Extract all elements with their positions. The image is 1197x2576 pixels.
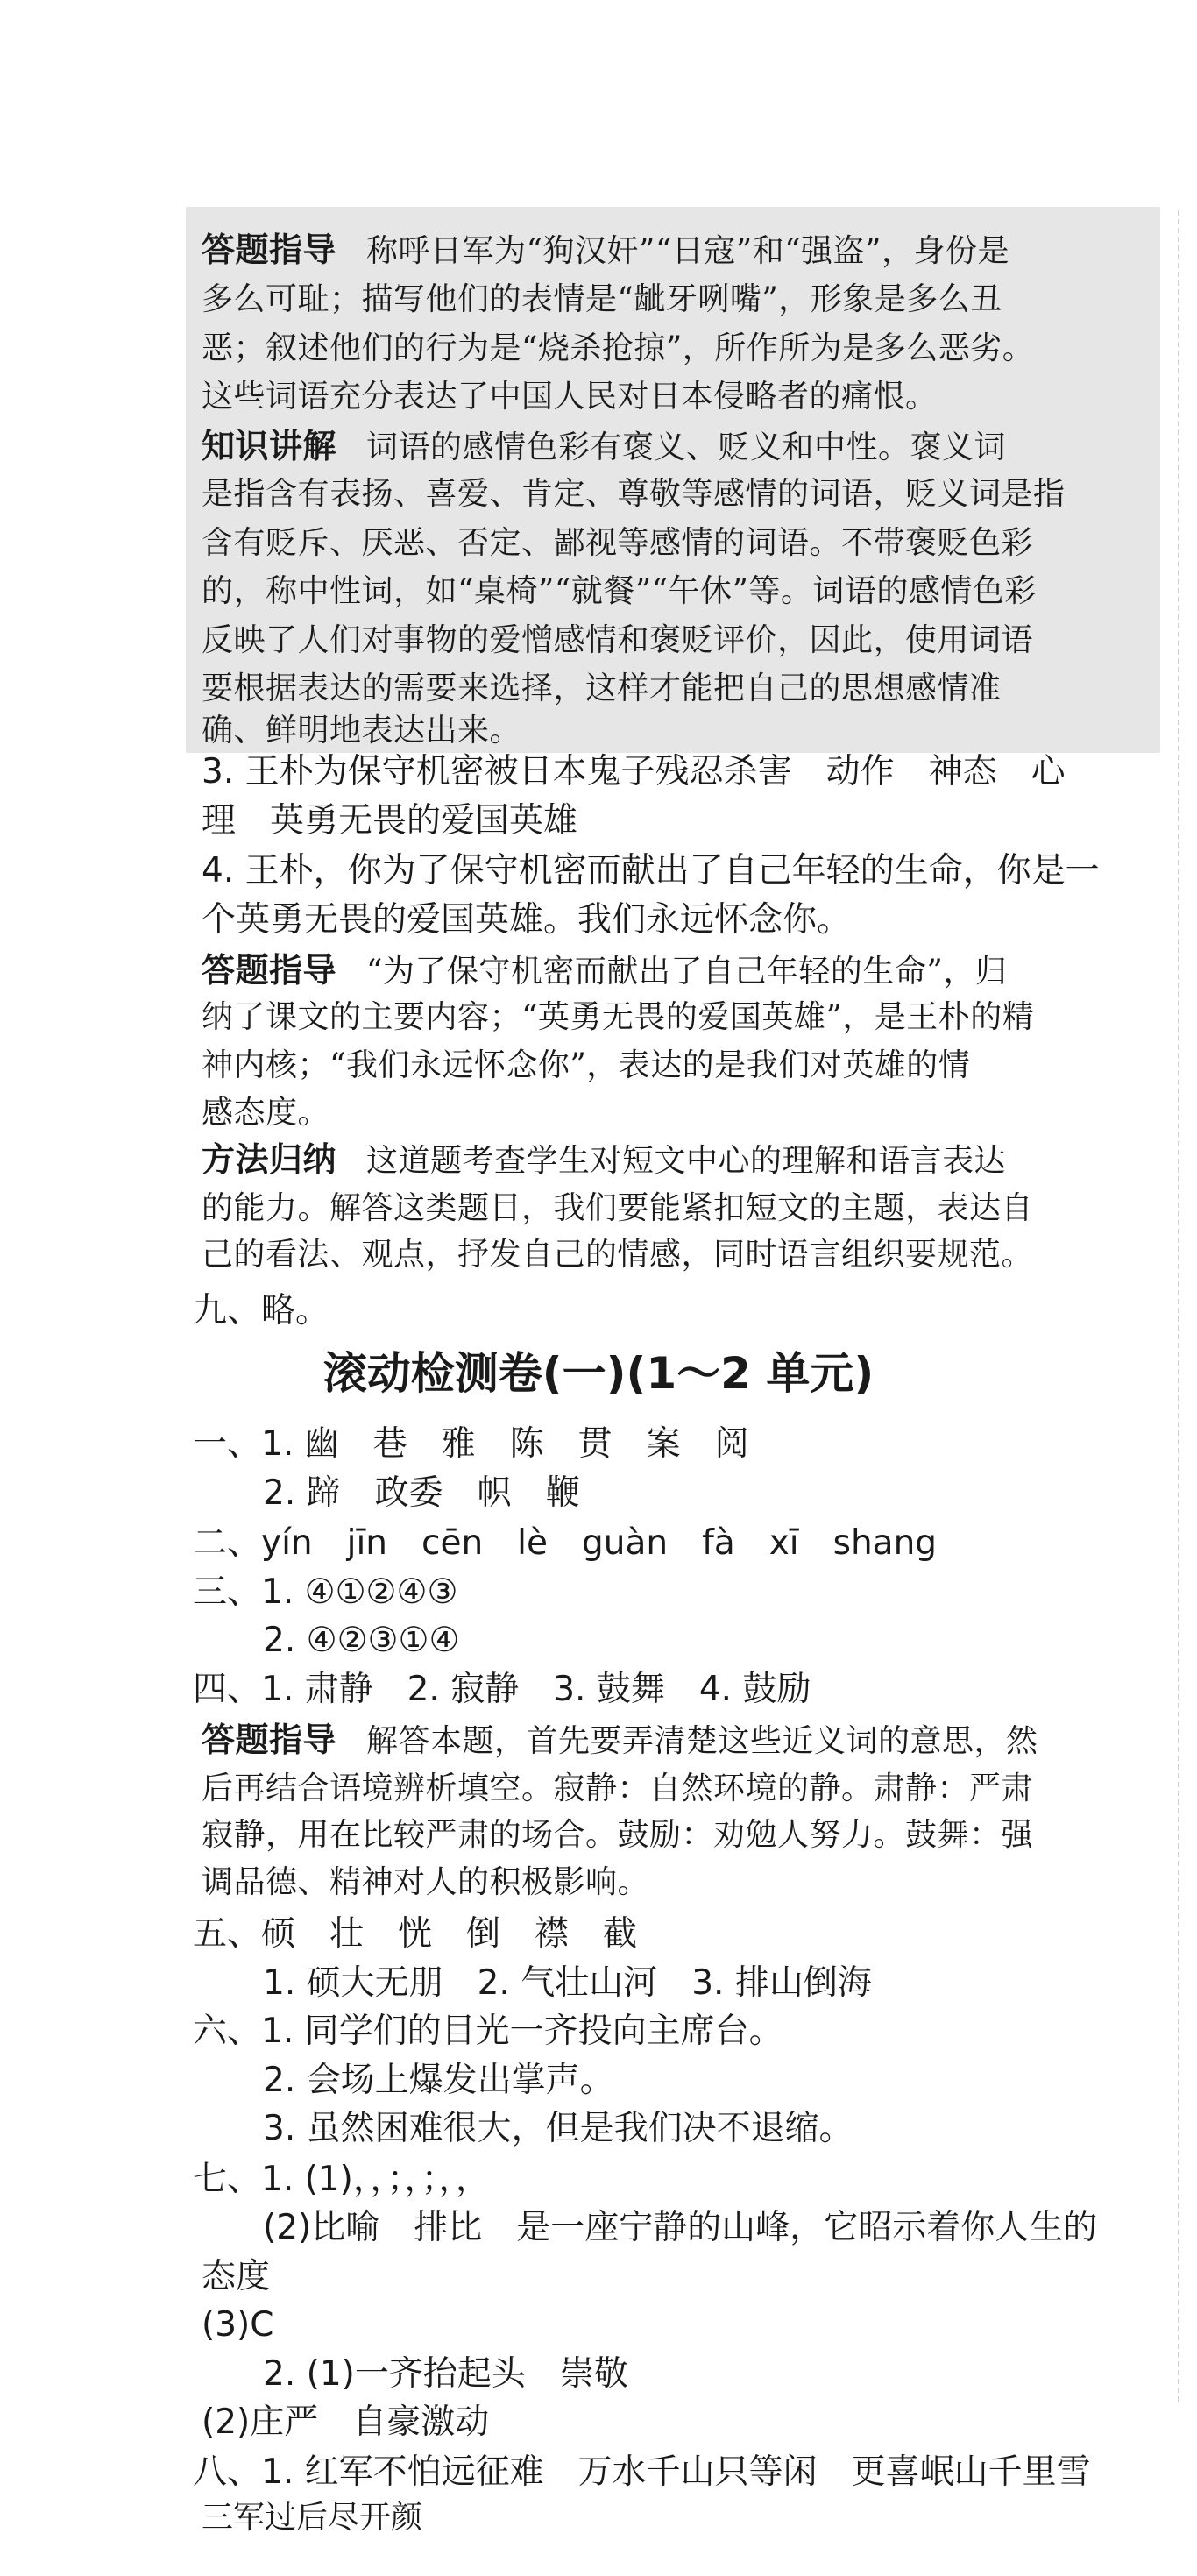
knowledge-line-2: 是指含有表扬、喜爱、肯定、尊敬等感情的词语，贬义词是指: [202, 476, 1066, 513]
q3-line-1: 3. 王朴为保守机密被日本鬼子残忍杀害 动作 神态 心: [202, 752, 1066, 792]
guide-1-text: 称呼日军为“狗汉奸”“日寇”和“强盗”，身份是: [366, 232, 1009, 269]
guide-3-text: 解答本题，首先要弄清楚这些近义词的意思，然: [366, 1723, 1038, 1760]
s6-line-2: 2. 会场上爆发出掌声。: [263, 2060, 614, 2100]
s1-line-2: 2. 蹄 政委 帜 鞭: [263, 1473, 580, 1513]
s1-line-1: 一、1. 幽 巷 雅 陈 贯 案 阅: [193, 1424, 749, 1465]
guide-1-line-4: 这些词语充分表达了中国人民对日本侵略者的痛恨。: [202, 379, 938, 415]
guide-tag: 答题指导: [202, 1721, 337, 1760]
s4-line: 四、1. 肃静 2. 寂静 3. 鼓舞 4. 鼓励: [193, 1669, 811, 1709]
guide-tag: 答题指导: [202, 230, 337, 269]
s7-line-1: 七、1. (1)，，；，；，，: [193, 2159, 490, 2199]
s8-line-1: 八、1. 红军不怕远征难 万水千山只等闲 更喜岷山千里雪: [193, 2452, 1091, 2493]
s3-line-1: 三、1. ④①②④③: [193, 1572, 458, 1612]
method-text: 这道题考查学生对短文中心的理解和语言表达: [366, 1143, 1007, 1180]
knowledge-line-4: 的，称中性词，如“桌椅”“就餐”“午休”等。词语的感情色彩: [202, 573, 1037, 610]
method-line-1: [202, 1136, 1006, 1185]
guide-1-line-1: [202, 226, 1009, 275]
s5-line-2: 1. 硕大无朋 2. 气壮山河 3. 排山倒海: [263, 1962, 872, 2003]
knowledge-line-6: 要根据表达的需要来选择，这样才能把自己的思想感情准: [202, 671, 1002, 707]
guide-1-line-2: 多么可耻；描写他们的表情是“龇牙咧嘴”，形象是多么丑: [202, 281, 1002, 318]
dashed-margin-rule: [1176, 210, 1179, 2402]
guide-3-line-1: [202, 1716, 1038, 1765]
q9-line: 九、略。: [193, 1290, 330, 1331]
s7-line-2: (2)比喻 排比 是一座宁静的山峰，它昭示着你人生的: [263, 2208, 1098, 2248]
s6-line-3: 3. 虽然困难很大，但是我们决不退缩。: [263, 2109, 853, 2149]
guide-tag: 答题指导: [202, 951, 337, 990]
guide-3-line-4: 调品德、精神对人的积极影响。: [202, 1863, 650, 1900]
s7-line-5: 2. (1)一齐抬起头 崇敬: [263, 2353, 628, 2394]
knowledge-line-1: [202, 422, 1006, 472]
guide-3-line-3: 寂静，用在比较严肃的场合。鼓励：劝勉人努力。鼓舞：强: [202, 1817, 1034, 1854]
guide-2-line-4: 感态度。: [202, 1094, 330, 1131]
s7-line-3: 态度: [202, 2256, 271, 2296]
guide-1-line-3: 恶；叙述他们的行为是“烧杀抢掠”，所作所为是多么恶劣。: [202, 330, 1035, 366]
q3-line-2: 理 英勇无畏的爱国英雄: [202, 800, 578, 841]
s7-line-6: (2)庄严 自豪激动: [202, 2402, 490, 2442]
s2-line: 二、yín jīn cēn lè guàn fà xī shang: [193, 1523, 938, 1564]
q4-line-1: 4. 王朴，你为了保守机密而献出了自己年轻的生命，你是一: [202, 851, 1100, 891]
guide-2-line-1: [202, 947, 1007, 996]
knowledge-tag: 知识讲解: [202, 426, 337, 465]
s7-line-4: (3)C: [202, 2305, 274, 2345]
knowledge-line-7: 确、鲜明地表达出来。: [202, 712, 522, 749]
s5-line-1: 五、硕 壮 恍 倒 襟 截: [193, 1914, 638, 1955]
guide-2-line-2: 纳了课文的主要内容；“英勇无畏的爱国英雄”，是王朴的精: [202, 998, 1035, 1035]
guide-3-line-2: 后再结合语境辨析填空。寂静：自然环境的静。肃静：严肃: [202, 1770, 1034, 1806]
q4-line-2: 个英勇无畏的爱国英雄。我们永远怀念你。: [202, 899, 852, 940]
guide-2-line-3: 神内核；“我们永远怀念你”，表达的是我们对英雄的情: [202, 1047, 971, 1084]
s6-line-1: 六、1. 同学们的目光一齐投向主席台。: [193, 2012, 783, 2052]
method-line-2: 的能力。解答这类题目，我们要能紧扣短文的主题，表达自: [202, 1189, 1034, 1226]
guide-2-text: “为了保守机密而献出了自己年轻的生命”，归: [366, 954, 1008, 990]
section-title: 滚动检测卷(一)(1～2 单元): [322, 1348, 875, 1400]
method-line-3: 己的看法、观点，抒发自己的情感，同时语言组织要规范。: [202, 1237, 1034, 1274]
s8-line-2: 三军过后尽开颜: [202, 2500, 423, 2536]
knowledge-line-3: 含有贬斥、厌恶、否定、鄙视等感情的词语。不带褒贬色彩: [202, 524, 1034, 561]
s3-line-2: 2. ④②③①④: [263, 1621, 460, 1661]
knowledge-line-5: 反映了人们对事物的爱憎感情和褒贬评价，因此，使用词语: [202, 621, 1034, 658]
method-tag: 方法归纳: [202, 1140, 337, 1180]
knowledge-text: 词语的感情色彩有褒义、贬义和中性。褒义词: [366, 429, 1007, 465]
